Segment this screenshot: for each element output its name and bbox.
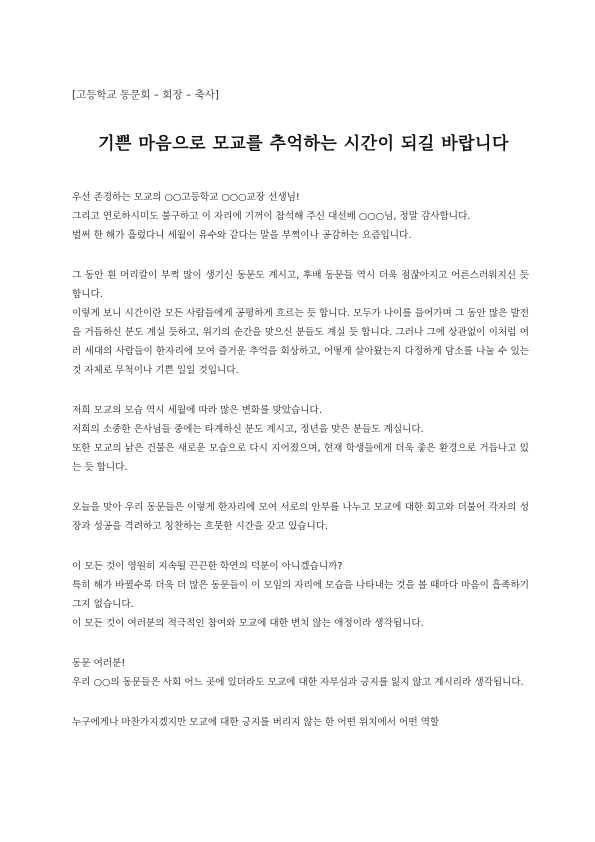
body-line: 누구에게나 마찬가지겠지만 모교에 대한 긍지를 버리지 않는 한 어떤 위치에서 어떤 역할 [72, 717, 440, 728]
paragraph-4 [72, 498, 529, 536]
body-line: 우리 ○○의 동문들은 사회 어느 곳에 있더라도 모교에 대한 자부심과 긍지를 잃지 않고 계시리라 생각됩니다. [72, 677, 524, 688]
body-line: 이 모든 것이 여러분의 적극적인 참여와 모교에 대한 변치 않는 애정이라 생각됩니다. [72, 618, 424, 629]
paragraph-6 [72, 654, 529, 692]
body-line: 이렇게 보니 시간이란 모든 사람들에게 공평하게 흐르는 듯 합니다. 모두가 나이를 들어가며 그 동안 많은 발전을 거듭하신 분도 계실 듯하고, 위기의 순간을 맞으신 분들도 계실 듯 합니다. 그러나 그에 상관없이 이처럼 여러 세대의 사람들이 한자리에 모여 즐거운 추억을 회상하고, 어떻게 살아왔는지 다정하게 담소를 나눌 수 있는 것 자체로 무척이나 기쁜 일일 것입니다. [72, 308, 529, 376]
paragraph-1 [72, 188, 529, 245]
document-body [72, 188, 529, 732]
document-title: 기쁜 마음으로 모교를 추억하는 시간이 되길 바랍니다 [98, 134, 509, 154]
body-line: 그리고 연로하시미도 불구하고 이 자리에 기꺼이 참석해 주신 대선배 ○○○님, 정말 감사합니다. [72, 211, 471, 222]
body-line: 동문 여러분! [72, 658, 126, 669]
paragraph-3 [72, 401, 529, 477]
body-line: 이 모든 것이 영원히 지속될 끈끈한 학연의 덕분이 아니겠습니까? [72, 561, 343, 572]
body-line: 우선 존경하는 모교의 ○○고등학교 ○○○교장 선생님! [72, 192, 300, 203]
body-line: 저희의 소중한 은사님들 중에는 타계하신 분도 계시고, 정년을 맞은 분들도 계십니다. [72, 424, 424, 435]
paragraph-2 [72, 266, 529, 380]
body-line: 오늘을 맞아 우리 동문들은 이렇게 한자리에 모여 서로의 안부를 나누고 모교에 대한 회고와 더불어 각자의 성장과 성공을 격려하고 칭찬하는 흐뭇한 시간을 갖고 있습니다. [72, 502, 529, 532]
body-line: 벌써 한 해가 흘렀다니 세월이 유수와 같다는 말을 부쩍이나 공감하는 요즘입니다. [72, 230, 412, 241]
body-line: 저희 모교의 모습 역시 세월에 따라 많은 변화를 맞았습니다. [72, 405, 322, 416]
body-line: 특히 해가 바뀔수록 더욱 더 많은 동문들이 이 모임의 자리에 모습을 나타내는 것을 볼 때마다 마음이 흡족하기 그지 없습니다. [72, 580, 529, 610]
body-line: 또한 모교의 낡은 건물은 새로운 모습으로 다시 지어졌으며, 현재 학생들에게 더욱 좋은 환경으로 거듭나고 있는 듯 합니다. [72, 443, 529, 473]
paragraph-7 [72, 713, 529, 732]
paragraph-5 [72, 557, 529, 633]
body-line: 그 동안 흰 머리칼이 부쩍 많이 생기신 동문도 계시고, 후배 동문들 역시 더욱 점잖아지고 어른스러워지신 듯 합니다. [72, 270, 529, 300]
header-tag: [고등학교 동문회 – 회장 – 축사] [72, 89, 219, 101]
